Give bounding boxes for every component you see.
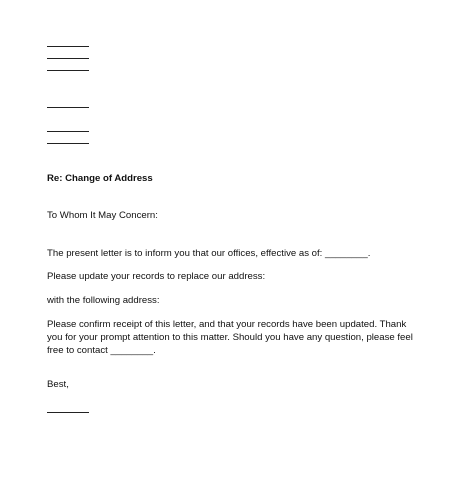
paragraph-update-records: Please update your records to replace our address: [47, 271, 266, 282]
signature-blank [47, 412, 89, 413]
sender-name-blank [47, 46, 89, 47]
paragraph-new-address: with the following address: [47, 295, 160, 306]
paragraph-confirm-line-1: Please confirm receipt of this letter, and that your records have been updated. Thank [47, 319, 407, 330]
sender-address-blank-1 [47, 58, 89, 59]
sender-address-blank-2 [47, 70, 89, 71]
date-blank [47, 107, 89, 108]
letter-salutation: To Whom It May Concern: [47, 210, 158, 221]
paragraph-confirm-line-2: you for your prompt attention to this matter. Should you have any question, please feel [47, 332, 413, 343]
paragraph-effective-date: The present letter is to inform you that our offices, effective as of: ________. [47, 248, 371, 259]
letter-closing: Best, [47, 379, 69, 390]
paragraph-confirm-line-3: free to contact ________. [47, 345, 156, 356]
letter-subject: Re: Change of Address [47, 173, 153, 184]
recipient-address-blank [47, 143, 89, 144]
recipient-name-blank [47, 131, 89, 132]
